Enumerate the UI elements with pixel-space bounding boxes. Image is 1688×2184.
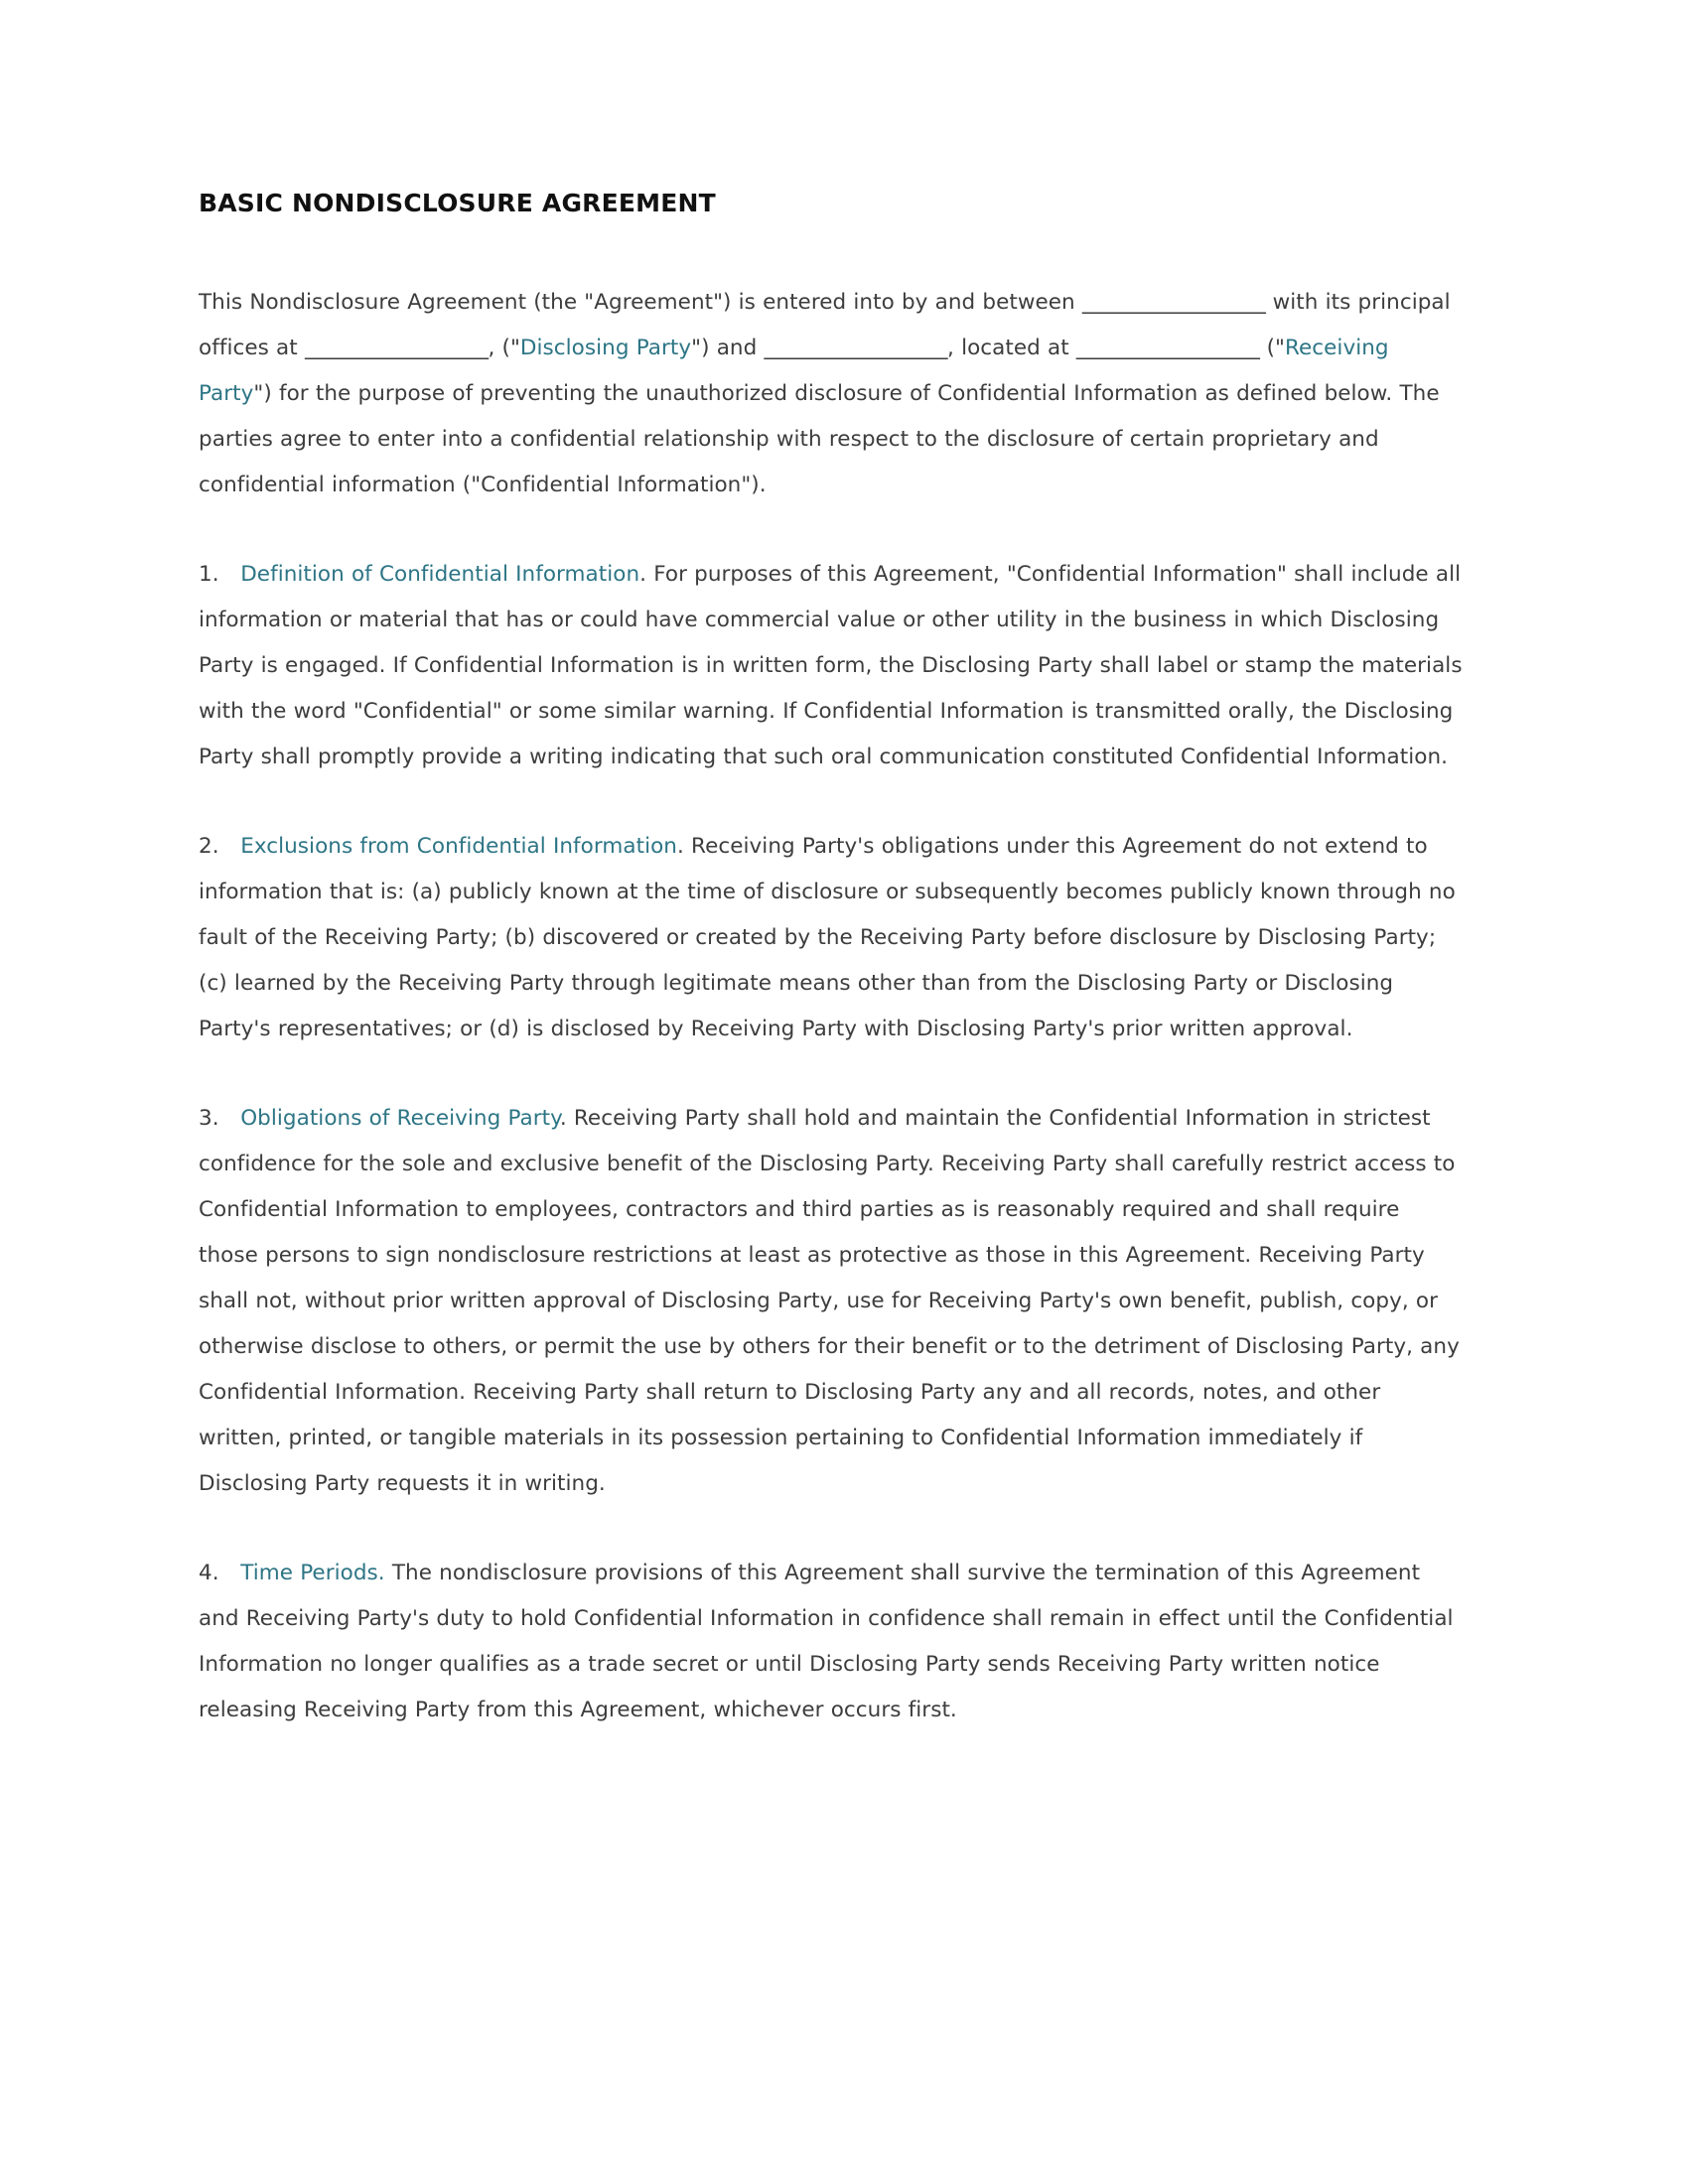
term-receiving-party: Receiving Party — [199, 336, 1389, 406]
blank-line-receiving-address[interactable]: __________________ — [1075, 336, 1260, 360]
clause-3-number-gap — [219, 1106, 241, 1131]
clause-3 — [199, 1096, 1465, 1507]
clause-4-body: The nondisclosure provisions of this Agreement shall survive the termination of this Agreement and Receiving Party's duty to hold Confidential Information in confidence shall remain in effect until the Confidential Information no longer qualifies as a trade secret or until Disclosing Party sends Receiving Party written notice releasing Receiving Party from this Agreement, whichever occurs first. — [199, 1561, 1454, 1722]
intro-paragraph — [199, 280, 1465, 508]
page-title: BASIC NONDISCLOSURE AGREEMENT — [199, 189, 716, 217]
clause-1-number-gap — [219, 562, 241, 587]
clause-1-heading: Definition of Confidential Information — [240, 562, 640, 587]
blank-line-disclosing-address[interactable]: __________________ — [304, 336, 489, 360]
clause-2-heading: Exclusions from Confidential Information — [240, 834, 677, 859]
clause-1-number: 1. — [199, 562, 219, 587]
clause-4 — [199, 1551, 1465, 1733]
clause-4-number: 4. — [199, 1561, 219, 1585]
clause-3-heading: Obligations of Receiving Party — [240, 1106, 560, 1131]
intro-text-1: This Nondisclosure Agreement (the "Agreement") is entered into by and between — [199, 290, 1082, 315]
blank-line-party-two[interactable]: __________________ — [764, 336, 947, 360]
intro-text-3: , (" — [488, 336, 520, 360]
intro-text-2: with its principal offices at — [199, 290, 1451, 360]
intro-text-7: ") for the purpose of preventing the unauthorized disclosure of Confidential Information as defined below. The parties agree to enter into a confidential relationship with respect to the disclosure of certain proprietary and confidential information ("Confidential Information"). — [199, 381, 1440, 497]
intro-text-6: (" — [1259, 336, 1285, 360]
clause-2-number: 2. — [199, 834, 219, 859]
blank-line-party-one[interactable]: __________________ — [1081, 290, 1266, 315]
term-disclosing-party: Disclosing Party — [519, 336, 692, 360]
clause-1-body: . For purposes of this Agreement, "Confidential Information" shall include all information or material that has or could have commercial value or other utility in the business in which Disclosing Party is engaged. If Confidential Information is in written form, the Disclosing Party shall label or stamp the materials with the word "Confidential" or some similar warning. If Confidential Information is transmitted orally, the Disclosing Party shall promptly provide a writing indicating that such oral communication constituted Confidential Information. — [199, 562, 1463, 769]
clause-4-heading: Time Periods. — [240, 1561, 385, 1585]
clause-1 — [199, 552, 1465, 780]
intro-text-5: , located at — [947, 336, 1076, 360]
intro-text-4: ") and — [691, 336, 765, 360]
clause-4-number-gap — [219, 1561, 241, 1585]
clause-3-number: 3. — [199, 1106, 219, 1131]
clause-2-number-gap — [219, 834, 241, 859]
clause-2 — [199, 824, 1465, 1052]
clause-2-body: . Receiving Party's obligations under this Agreement do not extend to information that is: (a) publicly known at the time of disclosure or subsequently becomes publicly known through no fault of the Receiving Party; (b) discovered or created by the Receiving Party before disclosure by Disclosing Party; (c) learned by the Receiving Party through legitimate means other than from the Disclosing Party or Disclosing Party's representatives; or (d) is disclosed by Receiving Party with Disclosing Party's prior written approval. — [199, 834, 1456, 1041]
clause-3-body: . Receiving Party shall hold and maintain the Confidential Information in strictest confidence for the sole and exclusive benefit of the Disclosing Party. Receiving Party shall carefully restrict access to Confidential Information to employees, contractors and third parties as is reasonably required and shall require those persons to sign nondisclosure restrictions at least as protective as those in this Agreement. Receiving Party shall not, without prior written approval of Disclosing Party, use for Receiving Party's own benefit, publish, copy, or otherwise disclose to others, or permit the use by others for their benefit or to the detriment of Disclosing Party, any Confidential Information. Receiving Party shall return to Disclosing Party any and all records, notes, and other written, printed, or tangible materials in its possession pertaining to Confidential Information immediately if Disclosing Party requests it in writing. — [199, 1106, 1460, 1496]
